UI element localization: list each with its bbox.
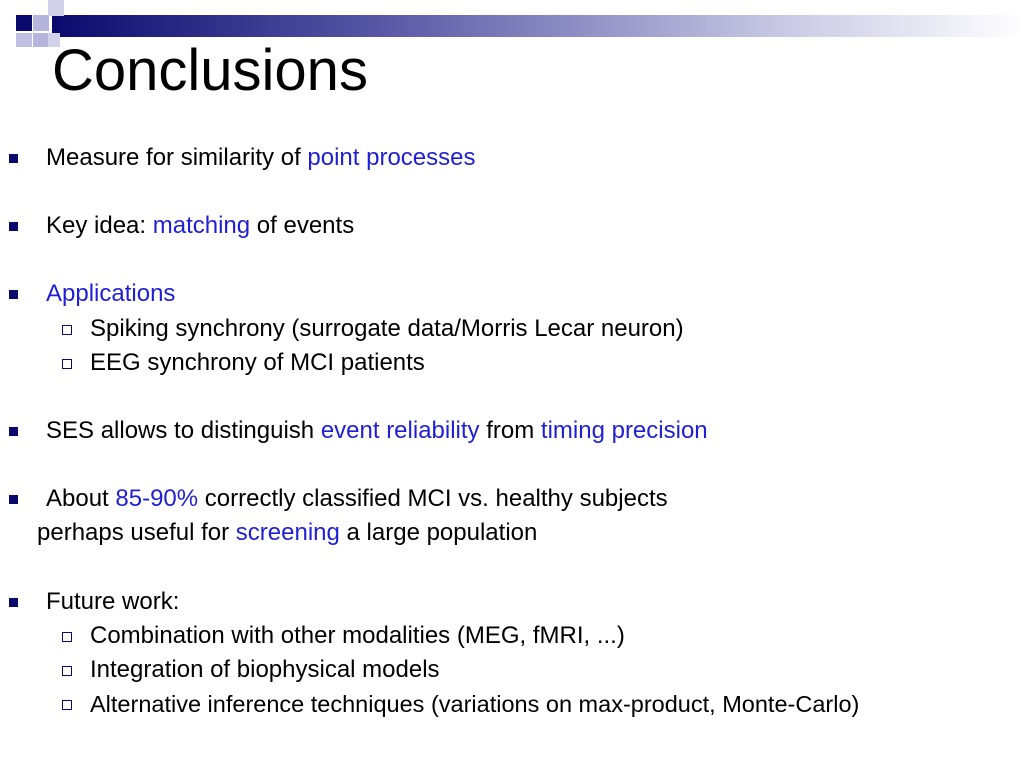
bullet-text: About [46, 485, 116, 512]
deco-square-light-2 [48, 0, 64, 16]
highlight-text: point processes [307, 144, 476, 171]
hollow-square-bullet-icon [62, 666, 72, 676]
bullet-continuation [37, 519, 537, 547]
hollow-square-bullet-icon [62, 700, 72, 710]
bullet-text: from [479, 417, 541, 444]
sub-bullet-text: Spiking synchrony (surrogate data/Morris Lecar neuron) [90, 315, 684, 342]
header-gradient-bar [52, 15, 1024, 37]
square-bullet-icon [9, 495, 18, 504]
highlight-text: matching [152, 212, 251, 239]
highlight-text: event reliability [320, 417, 480, 444]
bullet-text: Future work: [46, 588, 180, 615]
hollow-square-bullet-icon [62, 359, 72, 369]
square-bullet-icon [9, 598, 18, 607]
highlight-text: timing precision [540, 417, 708, 444]
bullet-text: SES allows to distinguish [46, 417, 321, 444]
bullet-text: perhaps useful for [37, 519, 236, 546]
slide-title: Conclusions [52, 38, 368, 103]
square-bullet-icon [9, 154, 18, 163]
bullet-text: correctly classified MCI vs. healthy subjects [198, 485, 668, 512]
bullet-text: a large population [339, 519, 538, 546]
highlight-text: 85-90% [115, 485, 199, 512]
deco-square-light-1 [33, 15, 49, 31]
deco-square-light-3 [16, 33, 32, 47]
sub-bullet-text: EEG synchrony of MCI patients [90, 349, 425, 376]
hollow-square-bullet-icon [62, 632, 72, 642]
sub-bullet-text: Alternative inference techniques (variations on max-product, Monte-Carlo) [90, 691, 860, 717]
highlight-text: Applications [46, 280, 176, 307]
square-bullet-icon [9, 290, 18, 299]
deco-square-navy-1 [16, 15, 32, 31]
highlight-text: screening [235, 519, 340, 546]
square-bullet-icon [9, 222, 18, 231]
bullet-text: Measure for similarity of [46, 144, 308, 171]
bullet-text: of events [250, 212, 355, 239]
sub-bullet-text: Integration of biophysical models [90, 656, 440, 683]
deco-square-light-4 [33, 33, 49, 47]
sub-bullet-text: Combination with other modalities (MEG, fMRI, ...) [90, 622, 625, 649]
square-bullet-icon [9, 427, 18, 436]
hollow-square-bullet-icon [62, 325, 72, 335]
bullet-text: Key idea: [46, 212, 153, 239]
